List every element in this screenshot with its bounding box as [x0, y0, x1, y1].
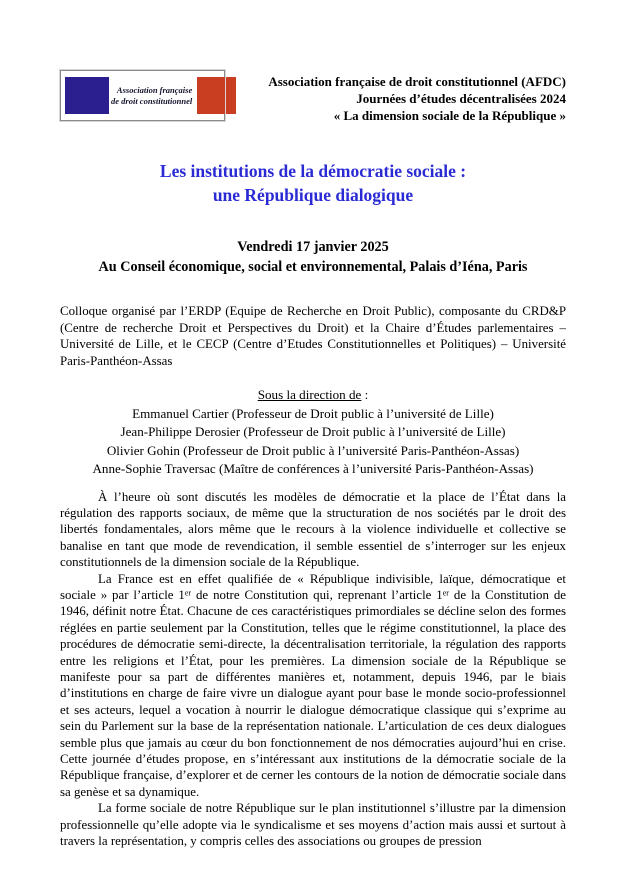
body-paragraph-2: La France est en effet qualifiée de « République indivisible, laïque, démocratique et sociale » par l’article 1er de notre Constitution qui, reprenant l’article 1er de la Constitution de 1946, définit notre État. Chacune de ces caractéristiques primordiales se décline selon des formes réglées en partie seulement par la Constitution, telles que le régime constitutionnel, la place des procédures de démocratie semi-directe, la décentralisation territoriale, la régulation des rapports entre les religions et l’État, pour les premières. La dimension sociale de la République se manifeste pour sa part de différentes manières et, notamment, depuis 1946, par le biais d’institutions en charge de faire vivre un dialogue ayant pour base le monde socio-professionnel et ses acteurs, lequel a vocation à nourrir le dialogue démocratique classique qui s’exprime au sein du Parlement sur la base de la représentation nationale. L’articulation de ces deux dialogues semble plus que jamais au cœur du bon fonctionnement de nos démocraties aujourd’hui en crise. Cette journée d’études propose, en s’intéressant aux institutions de la démocratie sociale de la République française, d’explorer et de cerner les contours de la notion de démocratie sociale dans sa genèse et sa dynamique. — [60, 571, 567, 799]
body-text — [60, 489, 566, 850]
direction-label-underlined: Sous la direction de — [257, 387, 362, 402]
direction-block — [60, 386, 566, 479]
header-text-block — [268, 70, 566, 124]
director-name: Jean-Philippe Derosier (Professeur de Droit public à l’université de Lille) — [120, 424, 506, 439]
direction-label — [60, 386, 566, 405]
event-info — [60, 238, 566, 277]
logo-text-line2: de droit constitutionnel — [111, 95, 193, 106]
header-association-line: Association française de droit constitutionnel (AFDC) — [268, 74, 566, 89]
document-title — [60, 159, 566, 207]
title-line1: Les institutions de la démocratie sociale : — [159, 161, 467, 181]
logo-red-square — [197, 77, 236, 114]
director-name: Anne-Sophie Traversac (Maître de conférences à l’université Paris-Panthéon-Assas) — [92, 461, 534, 476]
event-venue: Au Conseil économique, social et environnemental, Palais d’Iéna, Paris — [98, 258, 528, 275]
afdc-logo — [60, 70, 225, 121]
title-line2: une République dialogique — [212, 185, 414, 205]
logo-blue-square — [65, 77, 109, 114]
director-name: Olivier Gohin (Professeur de Droit public à l’université Paris-Panthéon-Assas) — [106, 442, 520, 458]
body-paragraph-1: À l’heure où sont discutés les modèles de démocratie et la place de l’État dans la régulation des rapports sociaux, de même que la structuration de nos sociétés par le droit des libertés fondamentales, alors même que le recours à la violence individuelle et collective se banalise en tant que mode de revendication, il semble essentiel de s’interroger sur les enjeux constitutionnels de la dimension sociale de la République. — [60, 489, 566, 570]
logo-text — [109, 85, 197, 107]
page-header — [60, 70, 566, 124]
body-paragraph-3: La forme sociale de notre République sur le plan institutionnel s’illustre par la dimension professionnelle qu’elle adopte via le syndicalisme et ses moyens d’action mais aussi et surtout à travers la représentation, y compris celles des associations ou groupes de pression — [60, 801, 566, 849]
event-date: Vendredi 17 janvier 2025 — [237, 239, 389, 255]
header-theme-line: « La dimension sociale de la République » — [333, 108, 566, 123]
direction-label-colon: : — [361, 387, 369, 402]
logo-text-line1: Association française — [116, 84, 193, 95]
director-name: Emmanuel Cartier (Professeur de Droit public à l’université de Lille) — [132, 405, 494, 421]
organizer-paragraph: Colloque organisé par l’ERDP (Equipe de Recherche en Droit Public), composante du CRD&P (Centre de recherche Droit et Perspectives du Droit) et la Chaire d’Études parlementaires – Université de Lille, et le CECP (Centre d’Etudes Constitutionnelles et Politiques) – Université Paris-Panthéon-Assas — [60, 304, 566, 368]
header-event-line: Journées d’études décentralisées 2024 — [356, 91, 566, 106]
